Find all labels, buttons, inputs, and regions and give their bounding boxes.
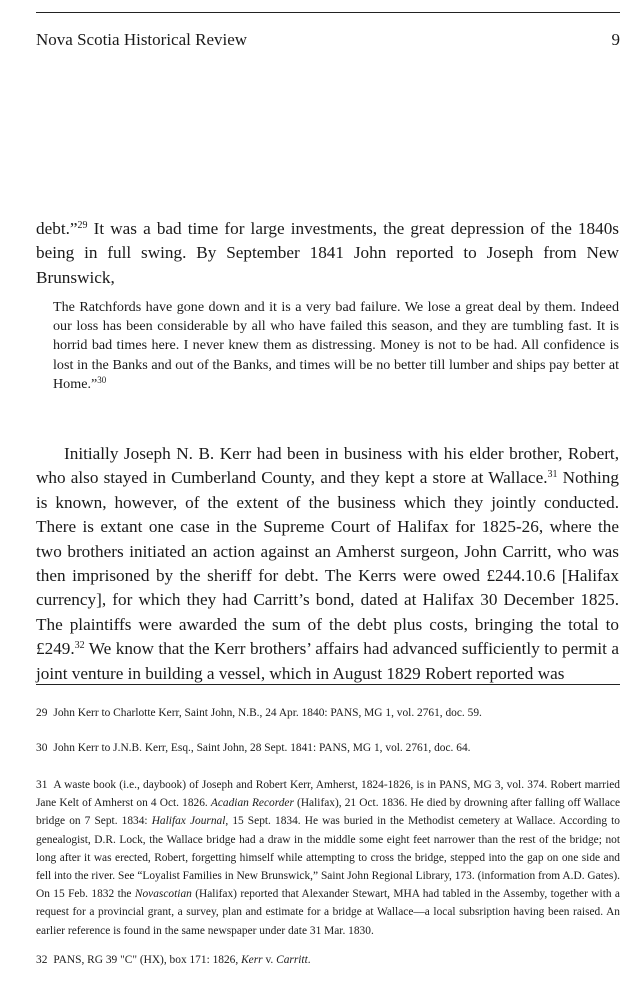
paragraph-text: Initially Joseph N. B. Kerr had been in business with his elder brother, Robert, who also stayed in Cumberland County, and they kept a store at Wallace. [36,444,619,488]
body-paragraph-2 [36,442,619,686]
case-party: Kerr [241,954,263,966]
footnote-text: PANS, RG 39 "C" (HX), box 171: 1826, [53,954,242,966]
header-rule [36,12,620,13]
paragraph-text: We know that the Kerr brothers’ affairs had advanced sufficiently to permit a joint venture in building a vessel, which in August 1829 Robert reported was [36,639,619,683]
footnote-32 [36,951,620,969]
newspaper-title: Acadian Recorder [210,797,294,810]
footnote-text: John Kerr to Charlotte Kerr, Saint John, N.B., 24 Apr. 1840: PANS, MG 1, vol. 2761, doc. 59. [53,707,482,719]
footnote-31 [36,776,620,940]
footnote-number: 29 [36,707,48,719]
footnote-reference-31[interactable]: 31 [547,469,558,481]
footnote-29 [36,704,620,722]
footnote-text: John Kerr to J.N.B. Kerr, Esq., Saint John, 28 Sept. 1841: PANS, MG 1, vol. 2761, doc. 64. [53,742,471,754]
footnote-text: (Halifax), 21 Oct. 1836. He died by drowning after falling off Wallace bridge on 7 Sept. 1834: [36,797,621,828]
footnote-text: . [307,954,311,966]
paragraph-text: Nothing is known, however, of the extent of the business which they jointly conducted. There is extant one case in the Supreme Court of Halifax for 1825-26, where the two brothers initiated an action against an Amherst surgeon, John Carritt, who was then imprisoned by the sheriff for debt. The Kerrs were owed £244.10.6 [Halifax currency], for which they had Carritt’s bond, dated at Halifax 30 December 1825. The plaintiffs were awarded the sum of the debt plus costs, bringing the total to £249. [36,468,619,659]
footnote-reference-29[interactable]: 29 [77,220,88,231]
footnote-number: 31 [36,779,48,791]
footnote-number: 32 [36,954,48,966]
footnote-text: (Halifax) reported that Alexander Stewart, MHA had tabled in the Assemby, together with a request for a provincial grant, a survey, plan and estimate for a bridge at Wallace—a local subsription having been raised. An earlier reference is found in the same newspaper under date 31 Mar. 1830. [36,888,620,937]
quote-text: The Ratchfords have gone down and it is a very bad failure. We lose a great deal by them. Indeed our loss has been considerable by all who have failed this season, and they are tumbling fast. It is horrid bad times here. I never knew them as distressing. Money is not to be had. All confidence is lost in the Banks and out of the Banks, and times will be no better till lumber and ships pay better at Home.” [53,299,619,392]
footnote-text: v. [262,954,277,966]
footnote-30 [36,739,620,757]
journal-title: Nova Scotia Historical Review [36,30,248,49]
footnote-number: 30 [36,742,48,754]
footnote-text: A waste book (i.e., daybook) of Joseph and Robert Kerr, Amherst, 1824-1826, is in PANS, MG 3, vol. 374. Robert married Jane Kelt of Amherst on 4 Oct. 1826. [36,779,620,810]
block-quote [53,298,619,394]
footnote-text: , 15 Sept. 1834. He was buried in the Methodist cemetery at Wallace. According to genealogist, D.R. Lock, the Wallace bridge had a draw in the middle some eight feet narrower than the rest of the bridge; not long after it was erected, Robert, forgetting himself while attempting to cross the bridge, stepped into the gap on one side and fell into the river. See “Loyalist Families in New Brunswick,” Saint John Regional Library, 173. (information from A.D. Gates). On 15 Feb. 1832 the [36,815,620,901]
running-header [36,30,620,50]
case-party: Carritt [276,954,308,966]
paragraph-text: It was a bad time for large investments, the great depression of the 1840s being in full swing. By September 1841 John reported to Joseph from New Brunswick, [36,219,619,287]
page-number: 9 [611,30,620,49]
body-paragraph-1 [36,217,619,290]
footnotes-rule [36,684,620,685]
paragraph-text: debt.” [36,219,78,238]
footnote-reference-30[interactable]: 30 [97,374,107,385]
newspaper-title: Halifax Journal [151,815,226,828]
footnote-reference-32[interactable]: 32 [74,640,85,652]
newspaper-title: Novascotian [134,888,192,901]
